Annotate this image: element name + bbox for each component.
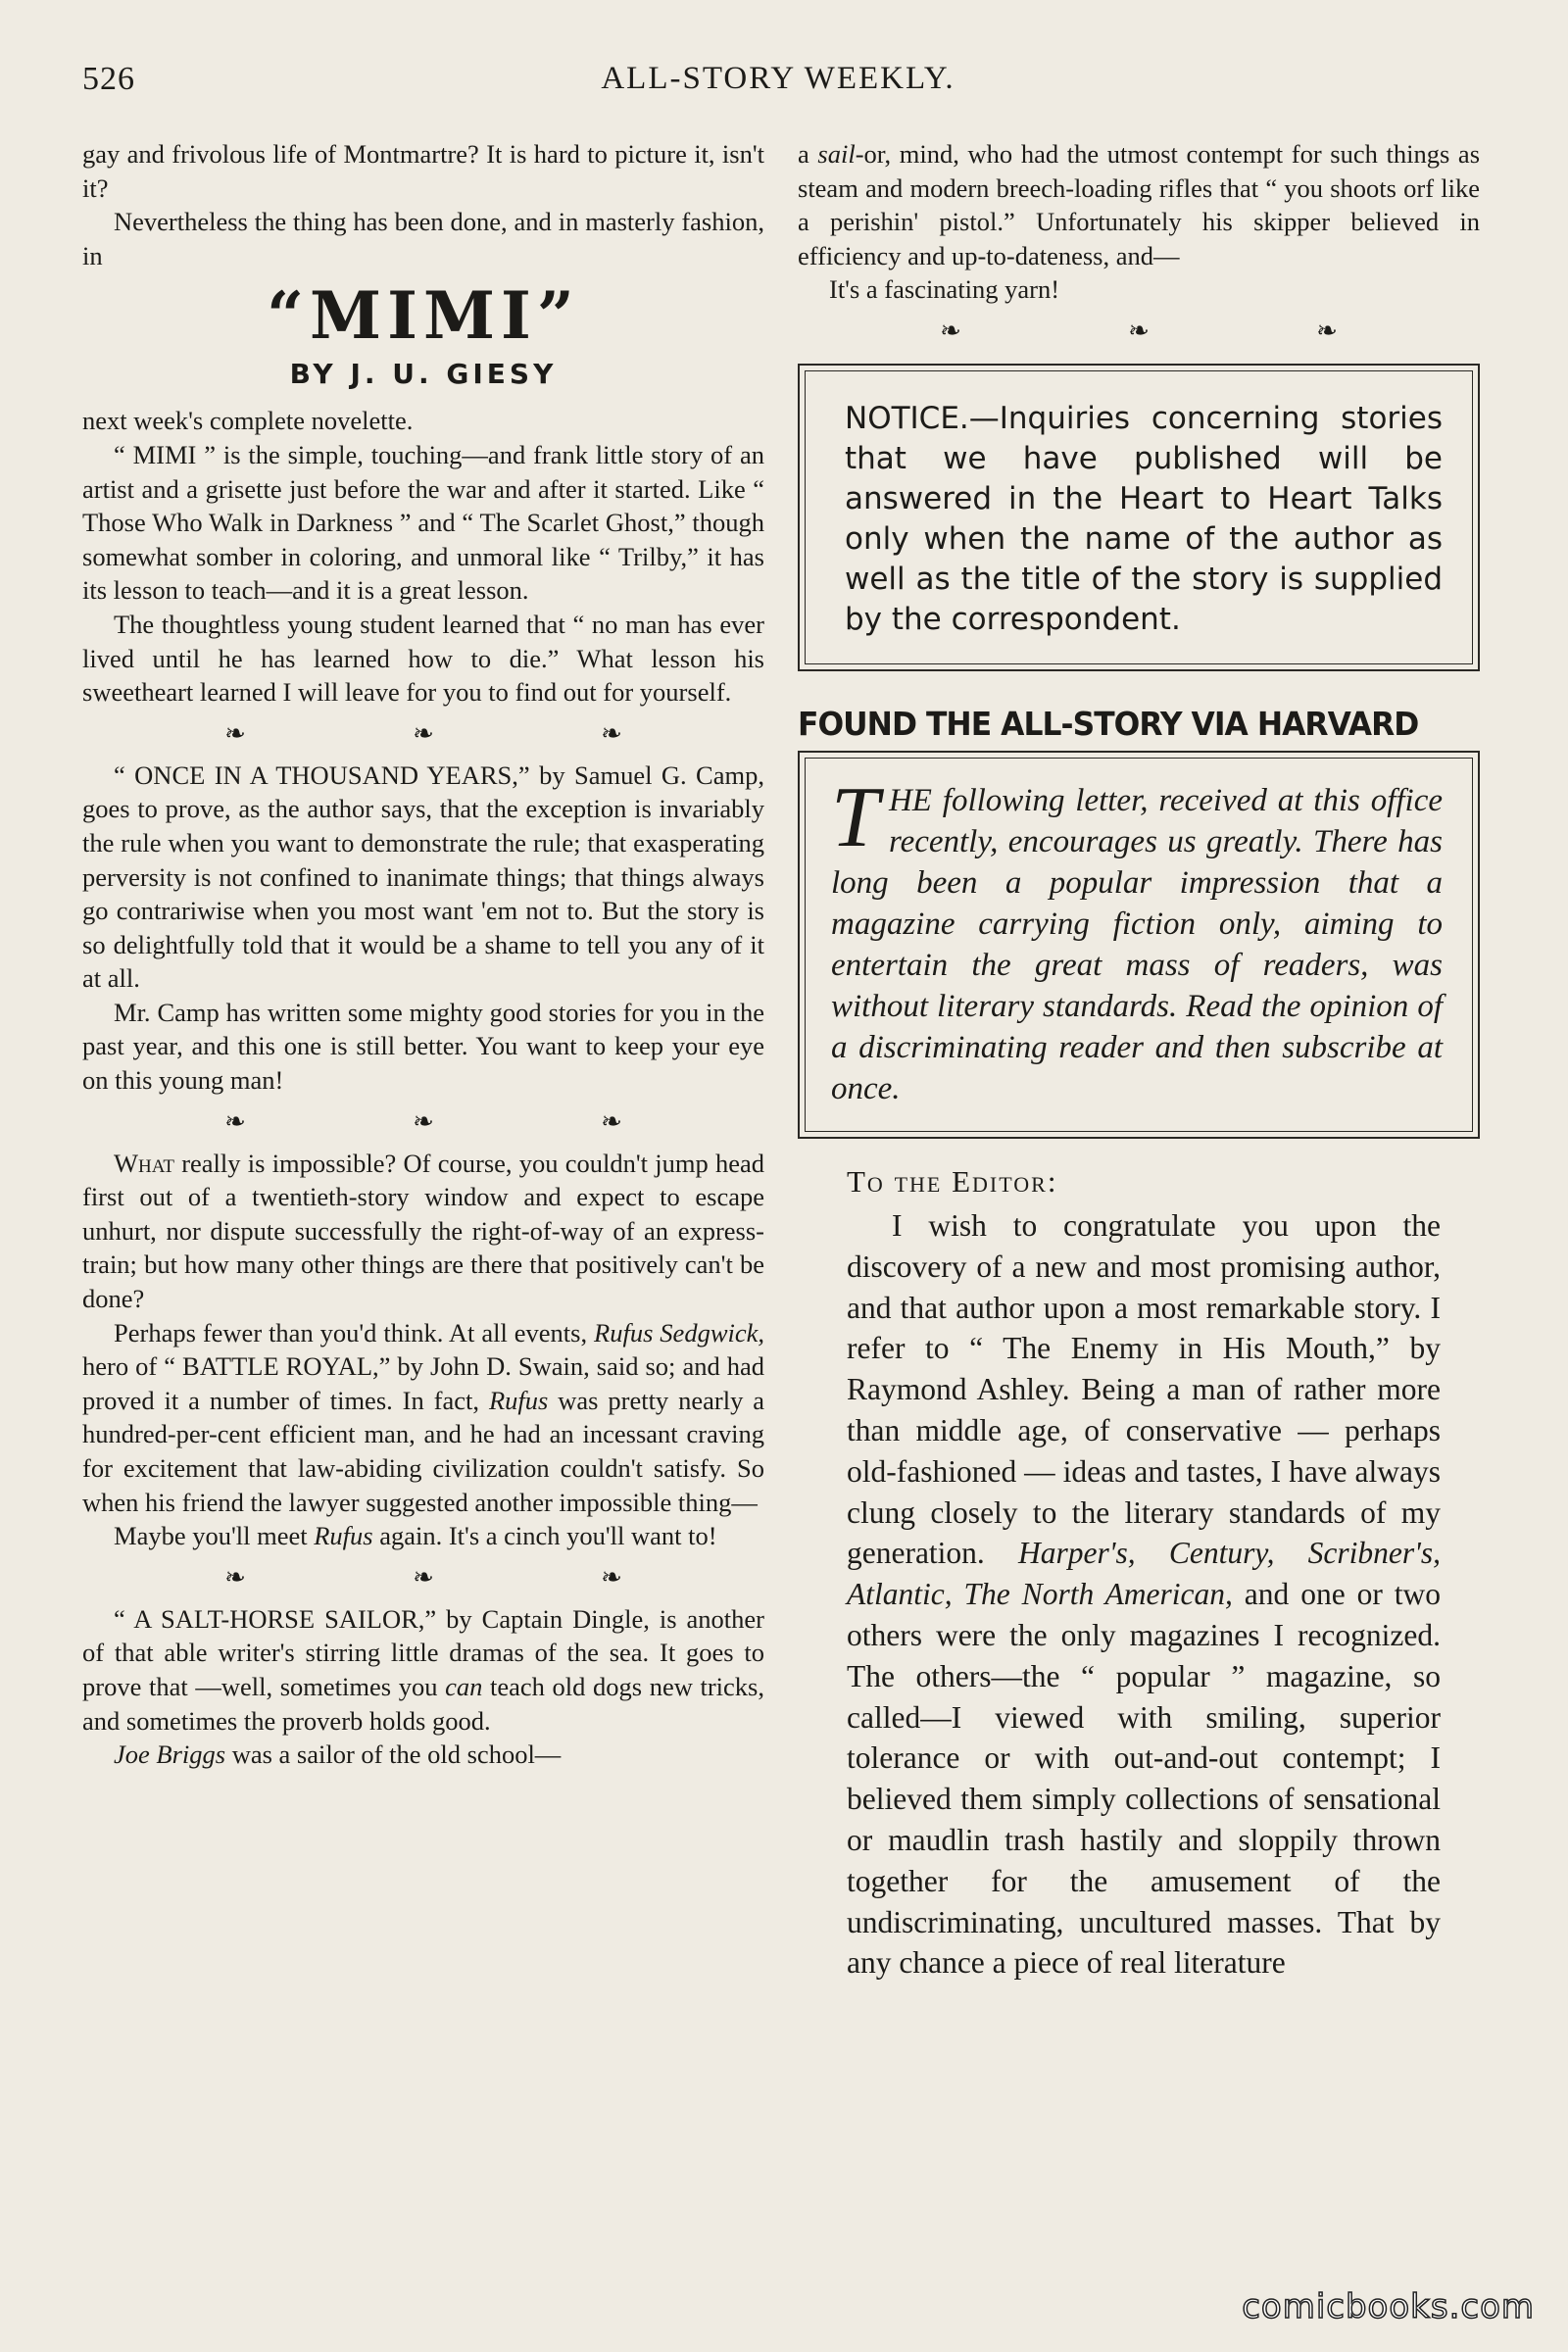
fleuron-icon: ❧ [224,1562,246,1592]
paragraph [82,1602,764,1738]
notice-text: NOTICE.—Inquiries concerning stories that we have published will be answered in the Heart to Heart Talks only when the name of the author as well as the title of the story is supplied by the correspondent. [845,400,1443,637]
paragraph-text: a [798,139,818,169]
paragraph-text: was a sailor of the old school— [225,1740,562,1770]
drop-cap: T [831,769,879,865]
paragraph: “ ONCE IN A THOUSAND YEARS,” by Samuel G. Camp, goes to prove, as the author says, that the exception is invariably the rule when you want to demonstrate the rule; that exasperating perversity is not confined to inanimate things; that things always go contrariwise when you most want 'em not to. But the story is so delightfully told that it would be a shame to tell you any of it at all. [82,760,764,994]
paragraph [82,1738,764,1772]
letter-text: and one or two others were the only magazines I recognized. The others—the “ popular ” magazine, so called—I viewed with smiling, superior tolerance or with out-and-out contempt; I believed them simply collections of sensational or maudlin trash hastily and sloppily thrown together for the amusement of the undiscriminating, uncultured masses. That by any chance a piece of real literature [847,1577,1441,1981]
fleuron-icon: ❧ [413,1106,434,1136]
paragraph-text: teach old dogs new tricks, and sometimes the proverb holds good. [82,1671,764,1736]
ornament-divider [82,1098,764,1147]
italic-name: Rufus Sedgwick, [594,1317,765,1348]
watermark: comicbooks.com [1242,2287,1535,2327]
small-caps-lead: What [114,1148,174,1178]
editor-intro-box [798,751,1480,1139]
paragraph-text: “ A SALT-HORSE SAILOR,” by Captain Dingle, is another of that able writer's stirring little dramas of the sea. It goes to prove that —well, sometimes you [82,1603,764,1701]
paragraph-text: really is impossible? Of course, you couldn't jump head first out of a twentieth-story window and expect to escape unhurt, nor dispute successfully the right-of-way of an express-train; but how many other things are there that positively can't be done? [82,1148,764,1314]
page-header [82,61,1474,120]
ornament-divider [82,710,764,759]
page-number: 526 [82,61,135,97]
notice-inner [805,370,1473,664]
italic-magazines: Harper's, Century, Scribner's, Atlantic, The North American, [847,1536,1441,1612]
fleuron-icon: ❧ [940,316,961,345]
paragraph: Nevertheless the thing has been done, and in masterly fashion, in [82,207,764,270]
mimi-byline: BY J. U. GIESY [289,358,558,391]
paragraph-text: Maybe you'll meet [114,1521,315,1551]
paragraph-text: hero of “ BATTLE ROYAL,” by John D. Swain, said so; and had proved it a number of times. In fact, [82,1351,764,1415]
paragraph [82,1316,764,1520]
paragraph [82,1519,764,1553]
editor-intro-inner [805,758,1473,1132]
paragraph-text: was pretty nearly a hundred-per-cent efficient man, and he had an incessant craving for excitement that law-abiding civilization couldn't satisfy. So when his friend the lawyer suggested another impossible thing— [82,1385,765,1517]
section-heading: FOUND THE ALL-STORY VIA HARVARD [798,704,1419,743]
mimi-title: “MIMI” [267,277,580,355]
paragraph: next week's complete novelette. [82,406,414,436]
right-column [798,137,1480,1984]
fleuron-icon: ❧ [413,718,434,748]
ornament-divider [798,307,1480,356]
ornament-divider [82,1553,764,1602]
italic-word: sail [817,139,856,169]
left-column [82,137,764,1772]
letter-body [847,1205,1441,1984]
notice-box [798,364,1480,671]
paragraph: gay and frivolous life of Montmartre? It is hard to picture it, isn't it? [82,139,764,203]
intro-text: HE following letter, received at this office recently, encourages us greatly. There has long been a popular impression that a magazine carrying fiction only, aiming to entertain the great mass of readers, was without literary standards. Read the opinion of a discriminating reader and then subscribe at once. [831,782,1443,1106]
italic-name: Rufus [314,1521,373,1551]
fleuron-icon: ❧ [601,1106,622,1136]
fleuron-icon: ❧ [601,1562,622,1592]
fleuron-icon: ❧ [413,1562,434,1592]
paragraph [798,137,1480,272]
running-head: ALL-STORY WEEKLY. [601,61,956,96]
paragraph-text: -or, mind, who had the utmost contempt for such things as steam and modern breech-loading rifles that “ you shoots orf like a perishin' pistol.” Unfortunately his skipper believed in efficiency and up-to-dateness, and— [798,139,1481,270]
paragraph: Mr. Camp has written some mighty good stories for you in the past year, and this one is still better. You want to keep your eye on this young man! [82,997,764,1096]
fleuron-icon: ❧ [601,718,622,748]
paragraph: The thoughtless young student learned that “ no man has ever lived until he has learned how to die.” What lesson his sweetheart learned I will leave for you to find out for yourself. [82,609,764,708]
letter-text: I wish to congratulate you upon the discovery of a new and most promising author, and that author upon a most remarkable story. I refer to “ The Enemy in His Mouth,” by Raymond Ashley. Being a man of rather more than middle age, of conservative — perhaps old-fashioned — ideas and tastes, I have always clung closely to the literary standards of my generation. [847,1207,1441,1571]
reader-letter [798,1164,1480,1984]
paragraph [82,1147,764,1316]
fleuron-icon: ❧ [1128,316,1150,345]
editor-intro [831,769,1443,1109]
italic-name: Rufus [488,1385,549,1415]
letter-salutation: To the Editor: [847,1163,1058,1199]
fleuron-icon: ❧ [224,718,246,748]
paragraph: “ MIMI ” is the simple, touching—and frank little story of an artist and a grisette just before the war and after it started. Like “ Those Who Walk in Darkness ” and “ The Scarlet Ghost,” though somewhat somber in coloring, and unmoral like “ Trilby,” it has its lesson to teach—and it is a great lesson. [82,439,764,606]
paragraph-text: again. It's a cinch you'll want to! [372,1521,717,1551]
paragraph-text: Perhaps fewer than you'd think. At all events, [114,1317,595,1348]
fleuron-icon: ❧ [224,1106,246,1136]
paragraph: It's a fascinating yarn! [829,274,1060,305]
italic-word: can [445,1671,483,1701]
italic-name: Joe Briggs [114,1740,226,1770]
fleuron-icon: ❧ [1316,316,1338,345]
